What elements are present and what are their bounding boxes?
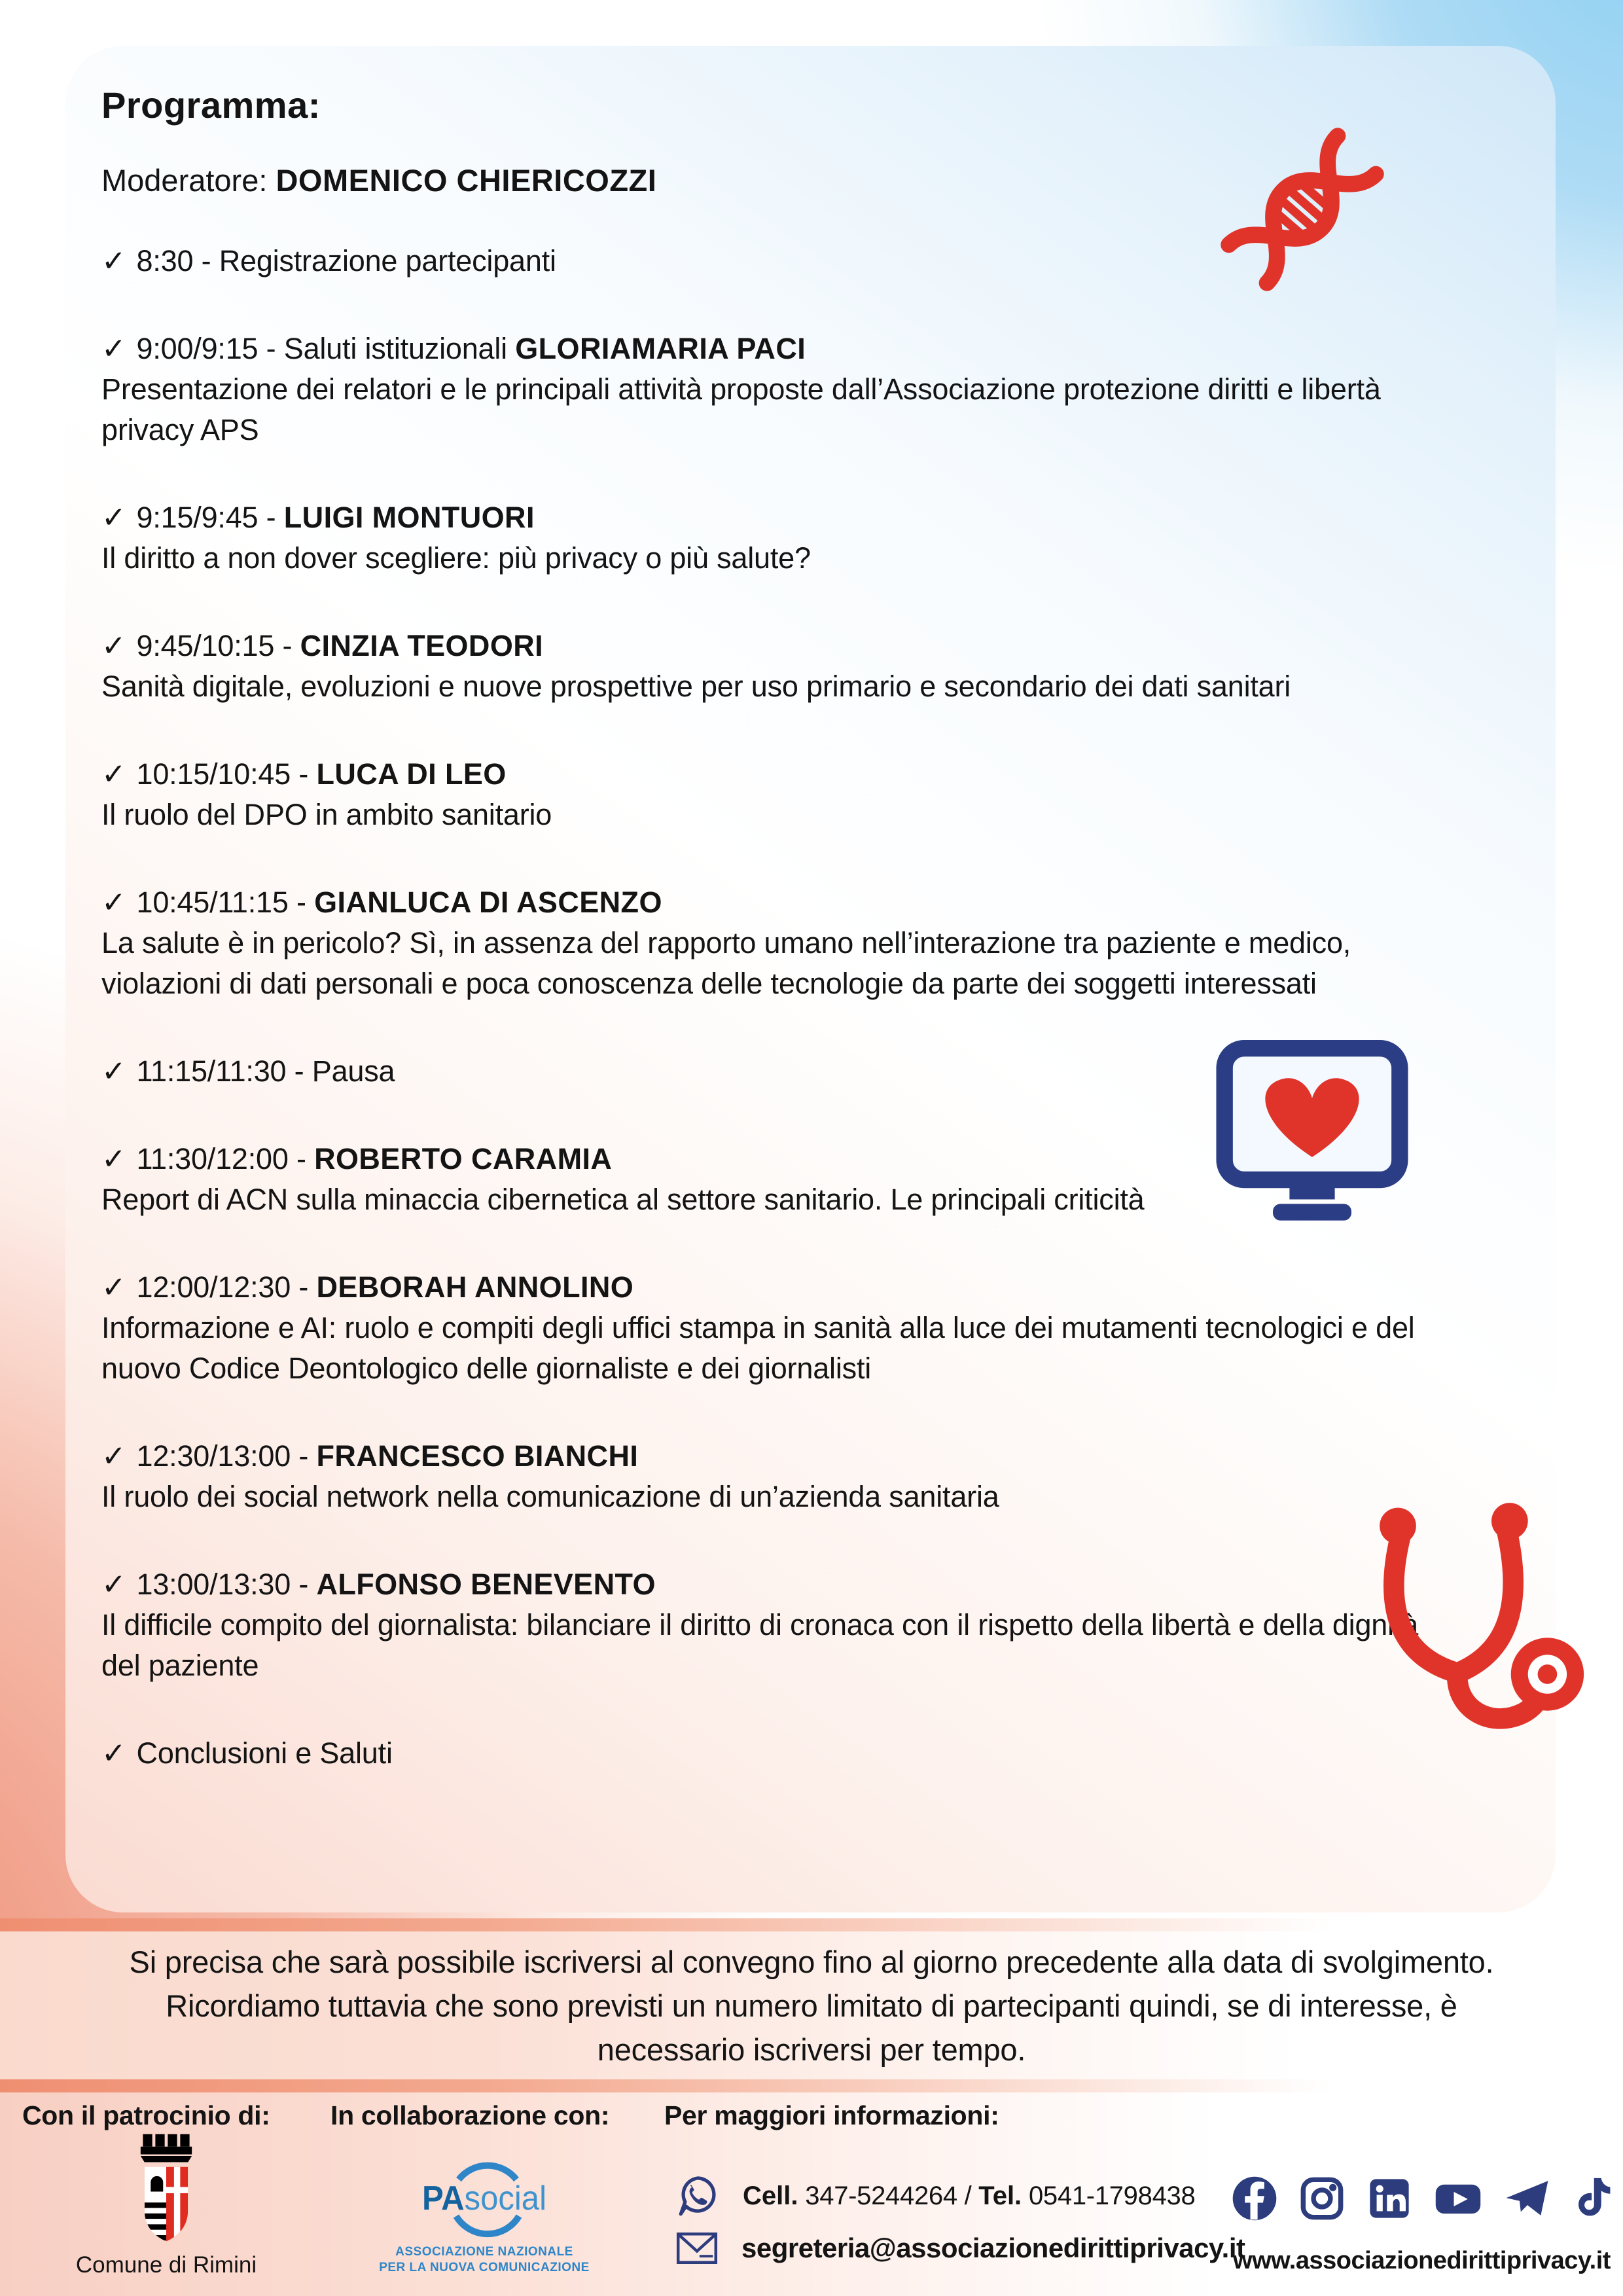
item-description: Il diritto a non dover scegliere: più privacy o più salute?: [101, 541, 811, 575]
check-icon: ✓: [101, 1568, 126, 1601]
check-icon: ✓: [101, 1439, 126, 1473]
item-speaker: ROBERTO CARAMIA: [314, 1142, 613, 1175]
item-time: 12:30/13:00 -: [136, 1439, 317, 1473]
moderator-line: [101, 161, 1443, 200]
monitor-heart-icon: [1214, 1037, 1410, 1227]
item-description: Informazione e AI: ruolo e compiti degli uffici stampa in sanità alla luce dei mutamenti tecnologici e del nuovo Codice Deontologico delle giornaliste e dei giornalisti: [101, 1311, 1415, 1385]
program-item: [101, 754, 1443, 835]
program-item: [101, 1436, 1443, 1517]
check-icon: ✓: [101, 757, 126, 791]
item-time: 13:00/13:30 -: [136, 1568, 317, 1601]
registration-notice-text: Si precisa che sarà possibile iscriversi al convegno fino al giorno precedente alla data di svolgimento. Ricordiamo tuttavia che sono previsti un numero limitato di partecipanti quindi, se di interesse, è necessario iscriversi per tempo.: [129, 1944, 1494, 2067]
item-speaker: GLORIAMARIA PACI: [515, 332, 806, 365]
program-item: [101, 1564, 1443, 1686]
pasocial-caption-line1: ASSOCIAZIONE NAZIONALE: [395, 2245, 573, 2259]
item-description: Report di ACN sulla minaccia cibernetica al settore sanitario. Le principali criticità: [101, 1183, 1145, 1216]
item-description: La salute è in pericolo? Sì, in assenza del rapporto umano nell’interazione tra paziente e medico, violazioni di dati personali e poca conoscenza delle tecnologie da parte dei soggetti interessati: [101, 926, 1351, 1000]
item-time: 10:15/10:45 -: [136, 757, 317, 791]
divider-bar: [0, 1918, 1623, 1931]
item-speaker: CINZIA TEODORI: [300, 629, 544, 662]
item-description: Il ruolo dei social network nella comunicazione di un’azienda sanitaria: [101, 1480, 999, 1513]
program-item: [101, 626, 1443, 707]
program-item: [101, 1267, 1443, 1389]
linkedin-icon: [1365, 2174, 1414, 2226]
registration-notice: [0, 1931, 1623, 2079]
item-speaker: LUIGI MONTUORI: [283, 501, 535, 534]
social-icons-row: [1230, 2174, 1613, 2226]
item-description: Presentazione dei relatori e le principali attività proposte dall’Associazione protezione diritti e libertà privacy APS: [101, 372, 1381, 446]
youtube-icon: [1433, 2174, 1484, 2226]
check-icon: ✓: [101, 886, 126, 919]
patronage-label: Con il patrocinio di:: [22, 2100, 270, 2130]
moderator-name: DOMENICO CHIERICOZZI: [276, 163, 657, 198]
website-url: www.associazionedirittiprivacy.it: [1233, 2247, 1611, 2274]
facebook-icon: [1230, 2174, 1279, 2226]
item-time: 10:45/11:15 -: [136, 886, 315, 919]
email-icon: [676, 2232, 718, 2265]
item-speaker: GIANLUCA DI ASCENZO: [314, 886, 662, 919]
program-item: [101, 497, 1443, 579]
divider-bar: [0, 2079, 1623, 2092]
pasocial-logo: [330, 2159, 638, 2242]
item-speaker: FRANCESCO BIANCHI: [316, 1439, 639, 1473]
program-item: [101, 1733, 1443, 1774]
page-title: Programma:: [101, 84, 321, 126]
item-time: 9:00/9:15 - Saluti istituzionali: [136, 332, 516, 365]
check-icon: ✓: [101, 629, 126, 662]
item-speaker: DEBORAH ANNOLINO: [316, 1270, 634, 1304]
item-time: 11:30/12:00 -: [136, 1142, 315, 1175]
contact-section: [664, 2100, 1245, 2265]
item-speaker: LUCA DI LEO: [316, 757, 507, 791]
collaboration-label: In collaborazione con:: [330, 2100, 610, 2130]
collaboration-section: [330, 2100, 638, 2276]
svg-text:PAsocial: PAsocial: [422, 2179, 552, 2217]
item-time: 12:00/12:30 -: [136, 1270, 317, 1304]
program-card: [65, 46, 1556, 1912]
check-icon: ✓: [101, 1054, 126, 1088]
item-time: 8:30 - Registrazione partecipanti: [136, 244, 556, 278]
web-section: [1230, 2092, 1613, 2275]
instagram-icon: [1298, 2174, 1346, 2226]
stethoscope-icon: [1338, 1496, 1594, 1754]
item-description: Il difficile compito del giornalista: bilanciare il diritto di cronaca con il rispetto della libertà e della dignità del paziente: [101, 1608, 1419, 1682]
program-item: [101, 882, 1443, 1004]
check-icon: ✓: [101, 1270, 126, 1304]
email-address: segreteria@associazionedirittiprivacy.it: [741, 2233, 1245, 2263]
item-time: Conclusioni e Saluti: [136, 1736, 393, 1770]
patronage-name: Comune di Rimini: [75, 2252, 257, 2278]
check-icon: ✓: [101, 501, 126, 534]
item-speaker: ALFONSO BENEVENTO: [316, 1568, 656, 1601]
item-time: 11:15/11:30 - Pausa: [136, 1054, 395, 1088]
program-item: [101, 329, 1443, 450]
whatsapp-icon: [676, 2174, 719, 2217]
tiktok-icon: [1571, 2174, 1613, 2226]
item-description: Sanità digitale, evoluzioni e nuove prospettive per uso primario e secondario dei dati sanitari: [101, 670, 1291, 703]
item-description: Il ruolo del DPO in ambito sanitario: [101, 798, 552, 831]
footer: [0, 2092, 1623, 2296]
check-icon: ✓: [101, 1736, 126, 1770]
check-icon: ✓: [101, 244, 126, 278]
comune-rimini-logo: [22, 2131, 310, 2251]
check-icon: ✓: [101, 1142, 126, 1175]
item-time: 9:15/9:45 -: [136, 501, 284, 534]
telegram-icon: [1503, 2174, 1552, 2226]
check-icon: ✓: [101, 332, 126, 365]
info-label: Per maggiori informazioni:: [664, 2100, 999, 2130]
pasocial-caption-line2: PER LA NUOVA COMUNICAZIONE: [379, 2261, 590, 2274]
moderator-label: Moderatore:: [101, 163, 276, 198]
item-time: 9:45/10:15 -: [136, 629, 300, 662]
phone-numbers: Cell. 347-5244264 / Tel. 0541-1798438: [743, 2181, 1196, 2210]
patronage-section: [22, 2100, 310, 2278]
